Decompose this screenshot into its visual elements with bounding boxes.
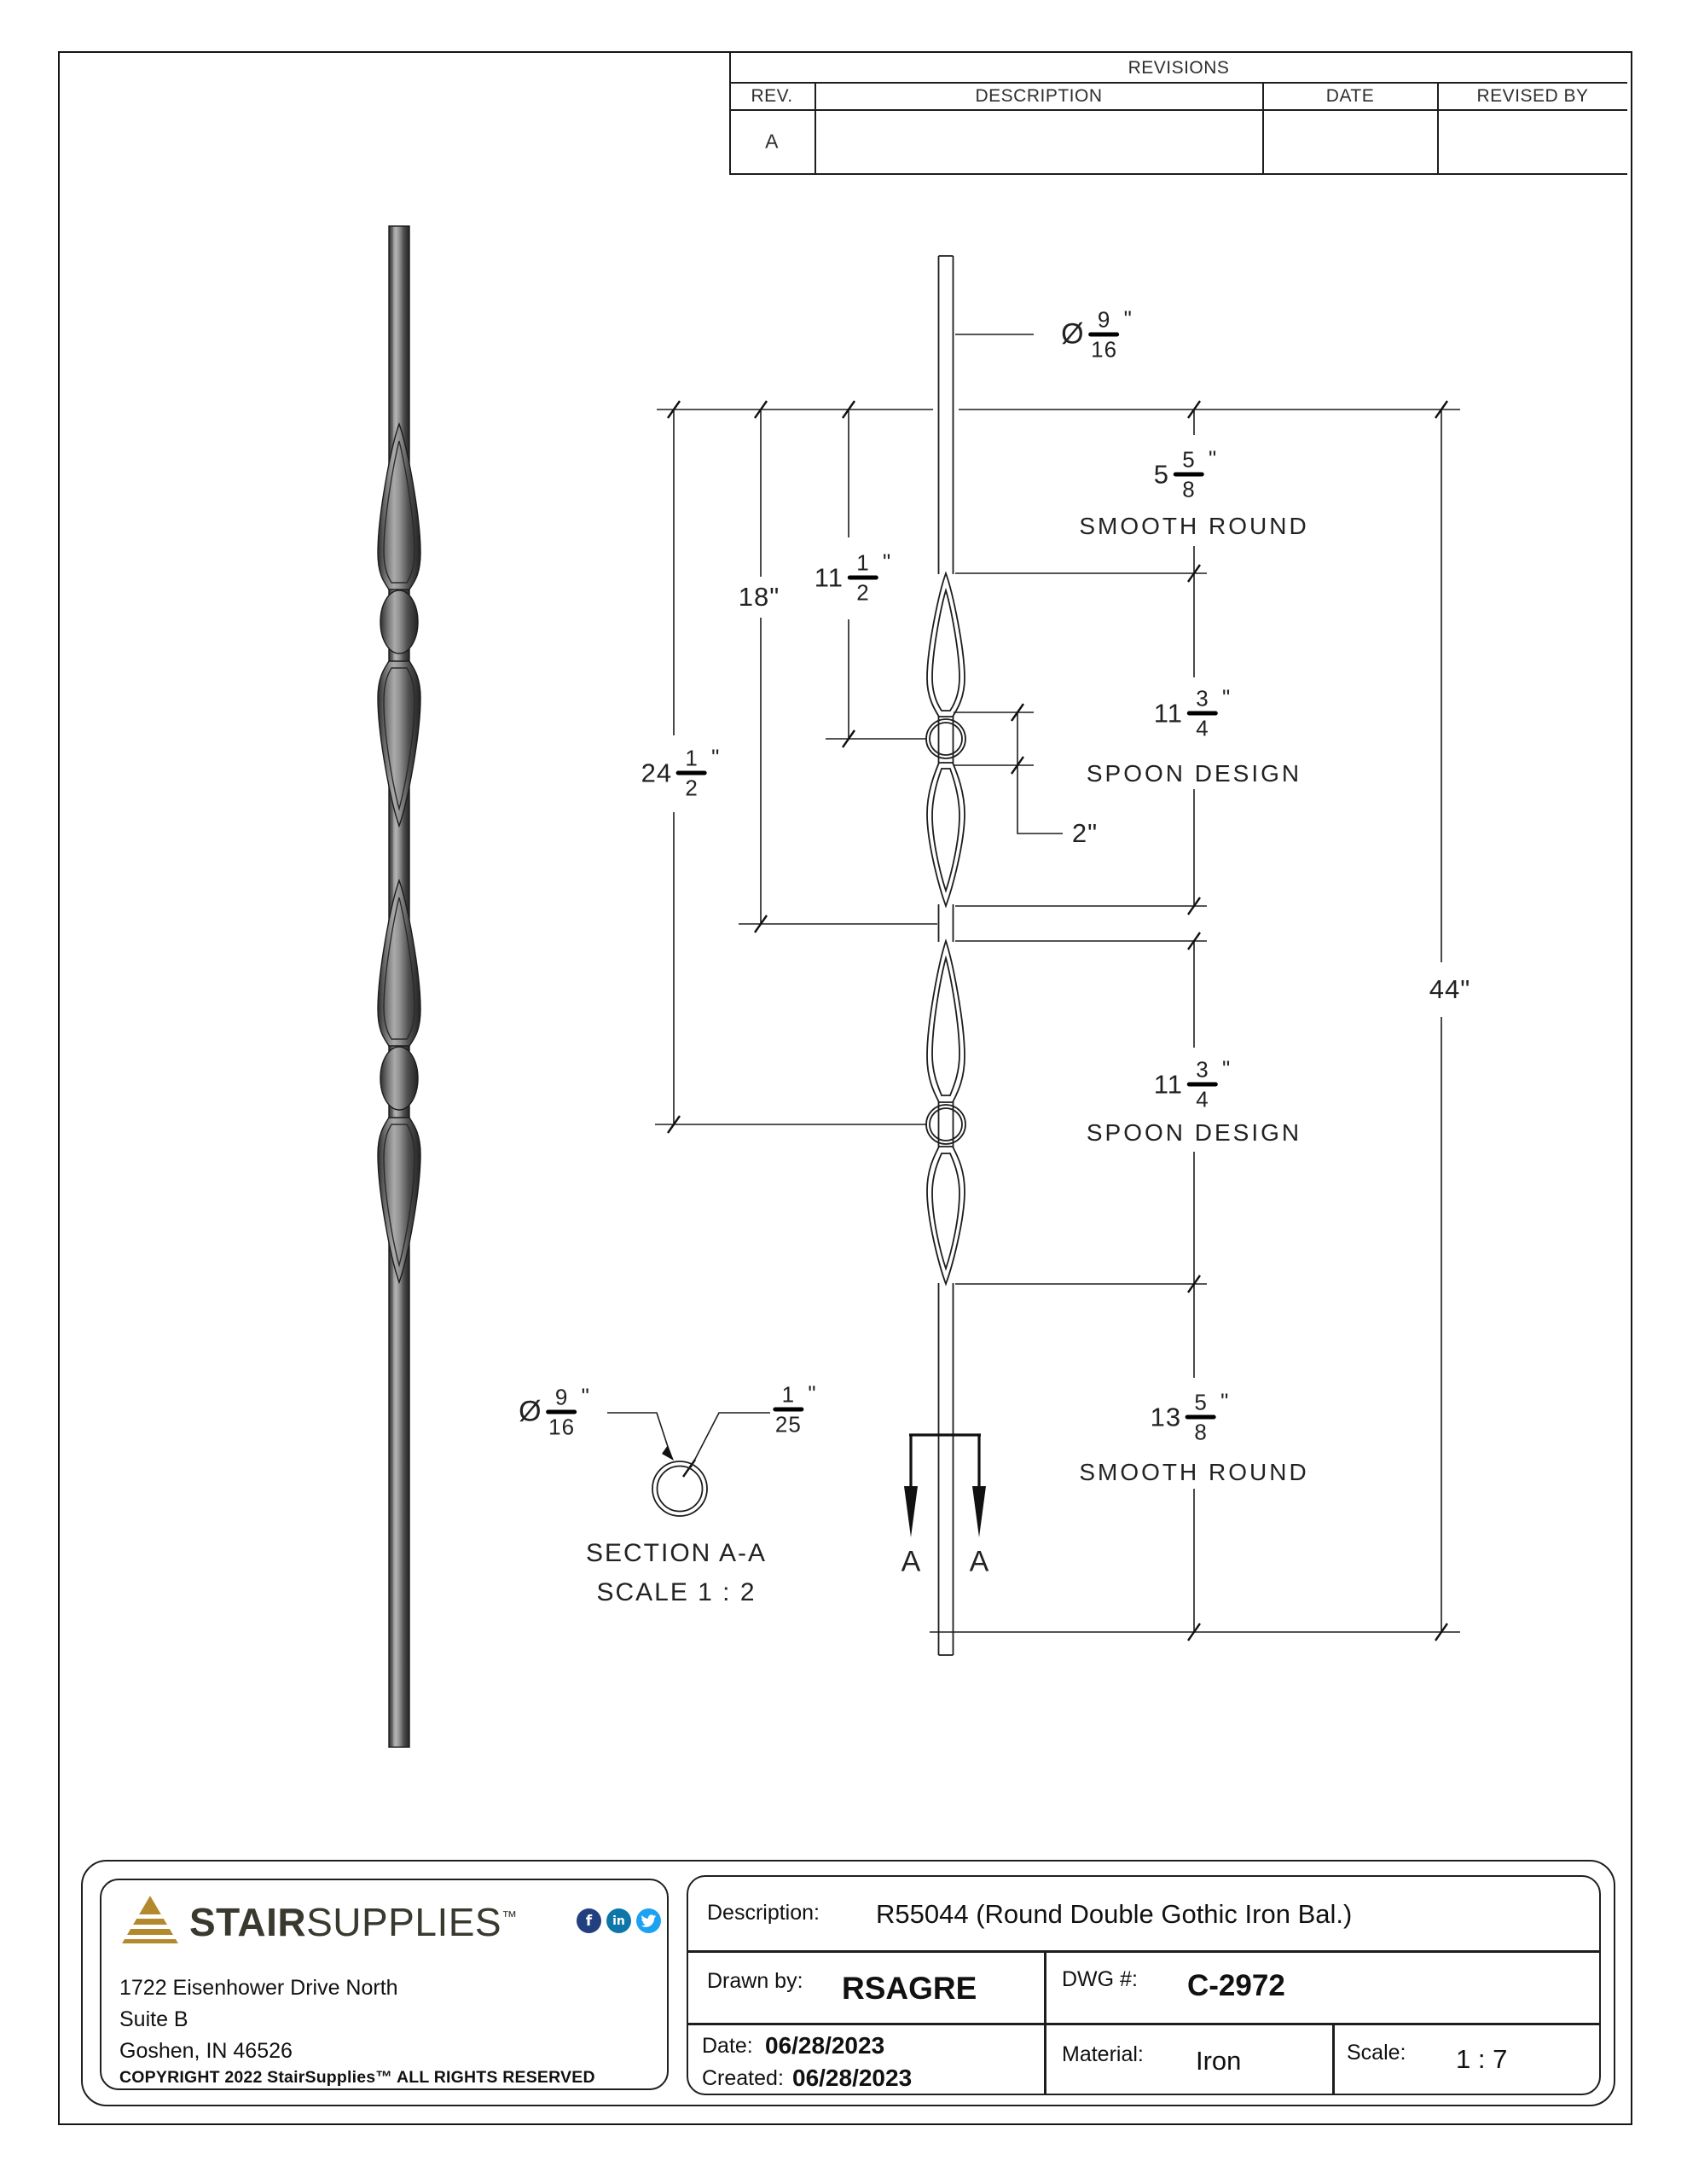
date-value: 06/28/2023 xyxy=(765,2032,885,2059)
dim-smooth-top: 5 5 8 " xyxy=(1151,449,1220,501)
fraction: 1 25 xyxy=(773,1384,803,1436)
cut-label-a-right: A xyxy=(969,1545,989,1578)
dwg-number-label: DWG #: xyxy=(1062,1967,1138,1991)
copyright-text: COPYRIGHT 2022 StairSupplies™ ALL RIGHTS RESERVED xyxy=(119,2068,595,2087)
dim-to-first-ball: 11 1 2 " xyxy=(812,552,894,604)
revisions-title: REVISIONS xyxy=(1128,58,1230,78)
fields-box xyxy=(687,1875,1601,2095)
dim-to-second-ball: 24 1 2 " xyxy=(639,747,723,799)
spoon1-outline xyxy=(926,573,965,906)
date-label: Date: xyxy=(702,2034,753,2058)
cut-arrowhead-right xyxy=(972,1486,986,1537)
address-line-2: Suite B xyxy=(119,2007,188,2031)
baluster-photo-spoon xyxy=(378,424,420,826)
dim-spoon2-length: 11 3 4 " xyxy=(1151,1059,1233,1111)
dim-ball-2in: 2" xyxy=(1070,818,1100,849)
label-smooth-round-bottom: SMOOTH ROUND xyxy=(1075,1459,1312,1486)
revision-row-rev-value: A xyxy=(765,130,779,153)
drawn-by-label: Drawn by: xyxy=(707,1969,803,1993)
description-value: R55044 (Round Double Gothic Iron Bal.) xyxy=(876,1899,1353,1929)
fraction: 3 4 xyxy=(1187,688,1218,740)
scale-value: 1 : 7 xyxy=(1456,2044,1508,2074)
brand-tm: ™ xyxy=(501,1908,518,1926)
fraction: 9 16 xyxy=(1089,309,1120,361)
label-spoon-design-2: SPOON DESIGN xyxy=(1083,1119,1305,1147)
brand-address xyxy=(119,1972,398,2067)
created-label: Created: xyxy=(702,2066,784,2090)
stairsupplies-logo-triangle-icon xyxy=(122,1896,178,1943)
fraction: 5 8 xyxy=(1186,1391,1216,1443)
diameter-symbol: Ø xyxy=(519,1395,542,1428)
twitter-bird-icon xyxy=(641,1913,657,1929)
linkedin-icon[interactable]: in xyxy=(606,1908,631,1933)
fraction: 3 4 xyxy=(1187,1059,1218,1111)
dwg-number-value: C-2972 xyxy=(1187,1969,1285,2002)
twitter-icon[interactable] xyxy=(636,1908,661,1933)
section-circle xyxy=(652,1461,707,1516)
facebook-icon[interactable]: f xyxy=(577,1908,601,1933)
revisions-col-rev: REV. xyxy=(751,86,793,106)
diameter-symbol: Ø xyxy=(1061,317,1085,351)
fraction: 1 2 xyxy=(848,552,878,604)
dim-section-wall: 1 25 " xyxy=(770,1384,819,1436)
created-value: 06/28/2023 xyxy=(792,2065,913,2091)
label-spoon-design-1: SPOON DESIGN xyxy=(1083,760,1305,787)
revisions-col-description: DESCRIPTION xyxy=(975,86,1103,106)
description-label: Description: xyxy=(707,1901,820,1925)
material-value: Iron xyxy=(1196,2046,1242,2076)
dimension-ticks xyxy=(668,401,1447,1641)
fraction: 9 16 xyxy=(547,1386,577,1438)
address-line-3: Goshen, IN 46526 xyxy=(119,2039,293,2063)
dim-section-diameter: Ø 9 16 " xyxy=(516,1386,593,1438)
spoon2-outline xyxy=(926,941,965,1284)
brand-name xyxy=(189,1899,518,1945)
drawn-by-value: RSAGRE xyxy=(842,1971,977,2006)
label-smooth-round-top: SMOOTH ROUND xyxy=(1075,513,1312,540)
brand-name-bold: STAIR xyxy=(189,1900,307,1944)
cut-label-a-left: A xyxy=(901,1545,921,1578)
section-cut-arrows xyxy=(909,1435,981,1486)
dimension-lines xyxy=(607,334,1460,1632)
dim-18: 18" xyxy=(736,582,783,613)
dim-top-diameter: Ø 9 16 " xyxy=(1058,309,1135,361)
dim-overall-44: 44" xyxy=(1427,974,1474,1005)
cut-arrowhead-left xyxy=(904,1486,918,1537)
fraction: 5 8 xyxy=(1174,449,1204,501)
dim-spoon1-length: 11 3 4 " xyxy=(1151,688,1233,740)
revisions-col-revised-by: REVISED BY xyxy=(1476,86,1589,106)
section-scale: SCALE 1 : 2 xyxy=(593,1578,759,1607)
address-line-1: 1722 Eisenhower Drive North xyxy=(119,1976,398,2000)
scale-label: Scale: xyxy=(1347,2041,1406,2065)
revisions-col-date: DATE xyxy=(1325,86,1375,106)
fraction: 1 2 xyxy=(676,747,707,799)
brand-name-light: SUPPLIES xyxy=(306,1900,502,1944)
section-title: SECTION A-A xyxy=(583,1539,770,1568)
baluster-photo xyxy=(378,226,420,1747)
dim-smooth-bottom: 13 5 8 " xyxy=(1148,1391,1232,1443)
leader-arrowhead xyxy=(662,1445,674,1461)
baluster-outline xyxy=(926,256,965,1655)
material-label: Material: xyxy=(1062,2042,1144,2066)
